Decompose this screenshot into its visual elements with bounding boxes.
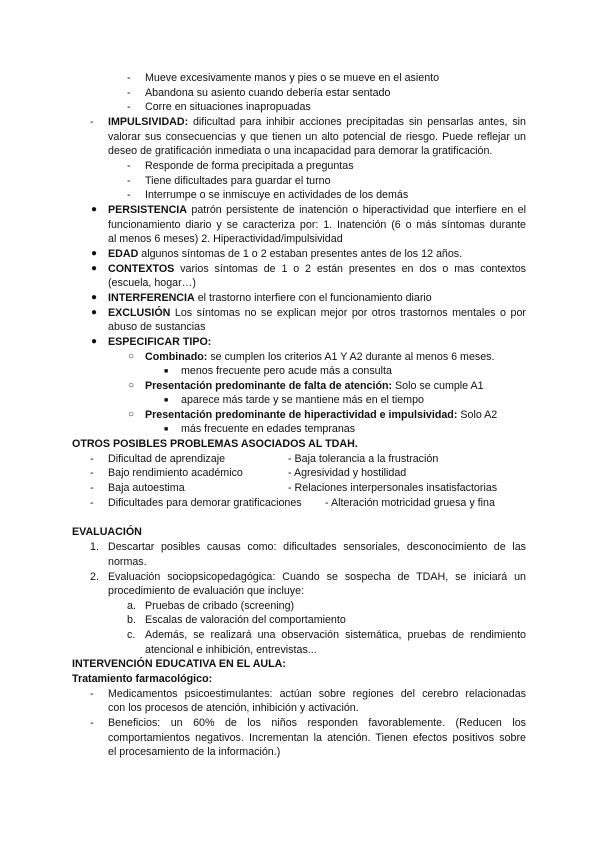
bullet-dot: ● [91, 307, 98, 318]
tipo-sub: más frecuente en edades tempranas [181, 423, 356, 435]
impulsividad-item: Interrumpe o se inmiscuye en actividades de los demás [145, 189, 409, 201]
intervencion-subtitle: Tratamiento farmacológico: [72, 673, 213, 685]
persistencia-term: PERSISTENCIA [108, 204, 187, 216]
evaluacion-sub-item: Pruebas de cribado (screening) [145, 600, 295, 612]
exclusion-text: Los síntomas no se explican mejor por otros trastornos mentales o por [174, 307, 526, 319]
bullet-dot: ● [91, 292, 98, 303]
especificar-term: ESPECIFICAR TIPO: [108, 336, 212, 348]
problem-right: - Baja tolerancia a la frustración [288, 453, 439, 465]
impulsividad-line-2: valorar sus consecuencias y que tienen un alto potencial de riesgo. Puede reflejar un [108, 131, 526, 143]
interferencia-line [108, 291, 432, 306]
impulsividad-item: Tiene dificultades para guardar el turno [145, 175, 331, 187]
dash-bullet: - [127, 189, 131, 201]
circle-bullet: ○ [128, 380, 135, 391]
tipo-text: Solo se cumple A1 [395, 380, 484, 392]
contextos-line-2: (escuela, hogar…) [108, 277, 196, 289]
exclusion-line-2: abuso de sustancias [108, 321, 206, 333]
dash-bullet: - [90, 453, 94, 465]
list-number: 1. [90, 541, 99, 553]
persistencia-line-3: al menos 6 meses) 2. Hiperactividad/impulsividad [108, 233, 343, 245]
intervencion-item-1-line-2: con los procesos de atención, inhibición y activación. [108, 702, 359, 714]
exclusion-line-1 [108, 306, 526, 321]
interferencia-term: INTERFERENCIA [108, 292, 195, 304]
list-letter: b. [127, 614, 136, 626]
tipo-text: Solo A2 [460, 409, 498, 421]
tipo-sub: aparece más tarde y se mantiene más en el tiempo [181, 394, 424, 406]
square-bullet: ■ [164, 368, 169, 375]
intervencion-item-2-line-3: el procesamiento de la información.) [108, 746, 281, 758]
problem-left: Baja autoestima [108, 482, 185, 494]
edad-term: EDAD [108, 248, 139, 260]
hyperactivity-item: Mueve excesivamente manos y pies o se mueve en el asiento [145, 72, 440, 84]
contextos-line-1 [108, 262, 526, 277]
tipo-combinado [145, 350, 495, 365]
persistencia-line-1 [108, 203, 526, 218]
tipo-term: Presentación predominante de falta de atención: [145, 380, 393, 392]
problem-left: Dificultad de aprendizaje [108, 453, 226, 465]
evaluacion-item-2-line-2: procedimiento de evaluación que incluye: [108, 585, 305, 597]
bullet-dot: ● [91, 248, 98, 259]
dash-bullet: - [127, 101, 131, 113]
hyperactivity-item: Corre en situaciones inapropuadas [145, 101, 311, 113]
impulsividad-term: IMPULSIVIDAD: [108, 116, 189, 128]
dash-bullet: - [90, 497, 94, 509]
square-bullet: ■ [164, 426, 169, 433]
tipo-term: Combinado: [145, 351, 208, 363]
problem-left: Dificultades para demorar gratificaciones [108, 497, 302, 509]
problem-right: - Alteración motricidad gruesa y fina [325, 497, 495, 509]
evaluacion-sub-c-line-1: Además, se realizará una observación sistemática, pruebas de rendimiento [145, 629, 526, 641]
problem-left: Bajo rendimiento académico [108, 467, 243, 479]
dash-bullet: - [90, 482, 94, 494]
persistencia-text: patrón persistente de inatención o hiperactividad que interfiere en el [191, 204, 526, 216]
dash-bullet: - [90, 717, 94, 729]
impulsividad-line-1 [108, 115, 526, 130]
tipo-hiperactividad [145, 408, 497, 423]
impulsividad-line-3: deseo de gratificación inmediata o una incapacidad para demorar la gratificación. [108, 145, 493, 157]
circle-bullet: ○ [128, 351, 135, 362]
problem-right: - Agresividad y hostilidad [288, 467, 407, 479]
interferencia-text: el trastorno interfiere con el funcionamiento diario [197, 292, 432, 304]
bullet-dot: ● [91, 336, 98, 347]
list-letter: a. [127, 600, 136, 612]
intervencion-title: INTERVENCIÓN EDUCATIVA EN EL AULA: [72, 658, 286, 670]
evaluacion-item-1-line-2: normas. [108, 556, 147, 568]
dash-bullet: - [90, 116, 94, 128]
hyperactivity-item: Abandona su asiento cuando debería estar sentado [145, 87, 391, 99]
exclusion-term: EXCLUSIÓN [108, 307, 171, 319]
contextos-text: varios síntomas de 1 o 2 están presentes en dos o mas contextos [180, 263, 526, 275]
circle-bullet: ○ [128, 409, 135, 420]
evaluacion-sub-item: Escalas de valoración del comportamiento [145, 614, 346, 626]
edad-line [108, 247, 462, 262]
evaluacion-item-1-line-1: Descartar posibles causas como: dificultades sensoriales, desconocimiento de las [108, 541, 526, 553]
otros-problemas-title: OTROS POSIBLES PROBLEMAS ASOCIADOS AL TDAH. [72, 438, 358, 450]
dash-bullet: - [127, 160, 131, 172]
intervencion-item-2-line-2: comportamientos negativos. Incrementan la atención. Tienen efectos positivos sobre [108, 732, 526, 744]
intervencion-item-1-line-1: Medicamentos psicoestimulantes: actúan sobre regiones del cerebro relacionadas [108, 688, 526, 700]
contextos-term: CONTEXTOS [108, 263, 175, 275]
dash-bullet: - [90, 688, 94, 700]
impulsividad-text: dificultad para inhibir acciones precipitadas sin pensarlas antes, sin [192, 116, 526, 128]
edad-text: algunos síntomas de 1 o 2 estaban presentes antes de los 12 años. [141, 248, 463, 260]
evaluacion-sub-c-line-2: atencional e inhibición, entrevistas... [145, 644, 317, 656]
bullet-dot: ● [91, 263, 98, 274]
impulsividad-item: Responde de forma precipitada a preguntas [145, 160, 354, 172]
tipo-falta-atencion [145, 379, 484, 394]
dash-bullet: - [127, 72, 131, 84]
dash-bullet: - [90, 467, 94, 479]
evaluacion-item-2-line-1: Evaluación sociopsicopedagógica: Cuando se sospecha de TDAH, se iniciará un [108, 571, 526, 583]
bullet-dot: ● [91, 204, 98, 215]
tipo-sub: menos frecuente pero acude más a consulta [181, 365, 392, 377]
persistencia-line-2: funcionamiento diario y se caracteriza por: 1. Inatención (6 o más síntomas durante [108, 219, 526, 231]
list-letter: c. [127, 629, 136, 641]
tipo-term: Presentación predominante de hiperactividad e impulsividad: [145, 409, 458, 421]
dash-bullet: - [127, 175, 131, 187]
dash-bullet: - [127, 87, 131, 99]
square-bullet: ■ [164, 397, 169, 404]
intervencion-item-2-line-1: Beneficios: un 60% de los niños responden favorablemente. (Reducen los [108, 717, 526, 729]
evaluacion-title: EVALUACIÓN [72, 526, 142, 538]
list-number: 2. [90, 571, 99, 583]
problem-right: - Relaciones interpersonales insatisfactorias [288, 482, 498, 494]
tipo-text: se cumplen los criterios A1 Y A2 durante al menos 6 meses. [210, 351, 495, 363]
